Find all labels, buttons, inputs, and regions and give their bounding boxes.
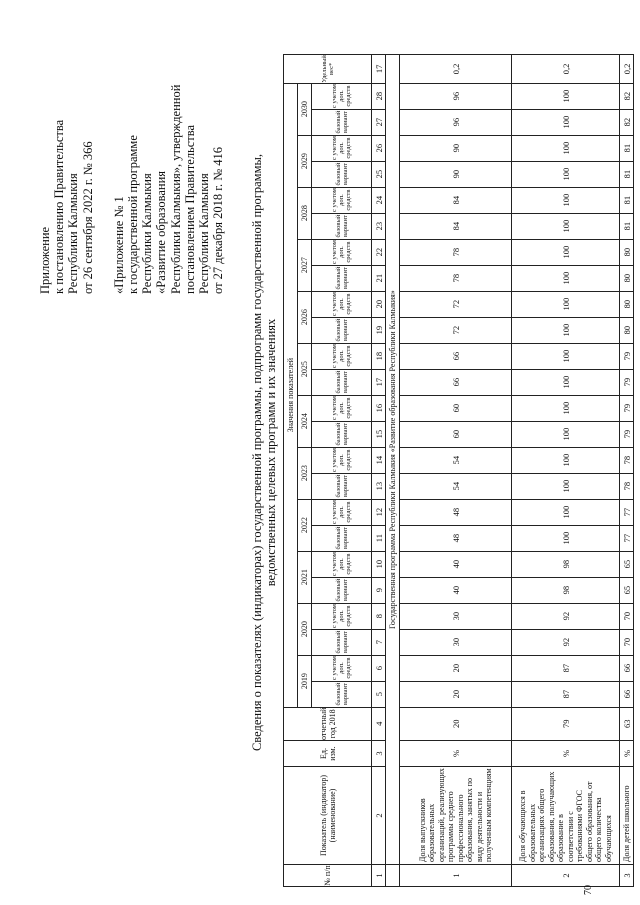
appendix-line: к постановлению Правительства (52, 119, 67, 294)
header-base-variant: базовый вариант (312, 213, 372, 239)
row-weight: 0,2 (620, 55, 634, 83)
header-base-variant: базовый вариант (312, 421, 372, 447)
row-value: 20 (400, 681, 512, 707)
header-unit: Ед. изм. (284, 741, 372, 767)
row-value: 100 (512, 161, 620, 187)
header-extra-variant: с учетом доп. средств (312, 603, 372, 629)
header-base-variant: базовый вариант (312, 109, 372, 135)
table-row (400, 55, 512, 887)
row-value: 48 (400, 499, 512, 525)
row-value: 80 (620, 317, 634, 343)
row-value: 100 (512, 265, 620, 291)
row-value: 100 (512, 473, 620, 499)
row-value: 100 (512, 239, 620, 265)
appendix-line: от 26 сентября 2022 г. № 366 (80, 141, 95, 294)
header-base-variant: базовый вариант (312, 525, 372, 551)
header-year: 2021 (298, 551, 312, 603)
column-number: 19 (372, 317, 386, 343)
column-number: 17 (372, 369, 386, 395)
header-base-variant: базовый вариант (312, 629, 372, 655)
column-number: 5 (372, 681, 386, 707)
header-year: 2019 (298, 655, 312, 707)
header-year: 2030 (298, 83, 312, 135)
row-number: 2 (512, 865, 620, 887)
header-num: № п/п (284, 865, 372, 887)
header-base-variant: базовый вариант (312, 369, 372, 395)
column-number: 11 (372, 525, 386, 551)
row-value: 80 (620, 265, 634, 291)
header-extra-variant: с учетом доп. средств (312, 447, 372, 473)
appendix-line: Республики Калмыкия (197, 173, 212, 294)
row-value: 54 (400, 473, 512, 499)
row-value: 60 (400, 395, 512, 421)
header-year: 2023 (298, 447, 312, 499)
header-indicator: Показатель (индикатор) (наименование) (284, 767, 372, 865)
row-value: 77 (620, 499, 634, 525)
column-number: 10 (372, 551, 386, 577)
indicators-table (283, 54, 634, 887)
appendix-line: Республики Калмыкия (66, 173, 81, 294)
column-number: 12 (372, 499, 386, 525)
column-number: 14 (372, 447, 386, 473)
appendix-line: постановлением Правительства (182, 124, 197, 294)
row-value: 48 (400, 525, 512, 551)
column-number: 7 (372, 629, 386, 655)
appendix-block (38, 24, 225, 294)
header-year: 2028 (298, 187, 312, 239)
column-number: 22 (372, 239, 386, 265)
row-value: 87 (512, 681, 620, 707)
header-extra-variant: с учетом доп. средств (312, 499, 372, 525)
row-number: 1 (400, 865, 512, 887)
header-extra-variant: с учетом доп. средств (312, 395, 372, 421)
row-value: 78 (620, 447, 634, 473)
row-base-value: 63 (620, 707, 634, 740)
row-value: 90 (400, 135, 512, 161)
row-value: 87 (512, 655, 620, 681)
row-value: 100 (512, 291, 620, 317)
column-number: 13 (372, 473, 386, 499)
row-base-value: 79 (512, 707, 620, 740)
header-extra-variant: с учетом доп. средств (312, 83, 372, 109)
column-number: 2 (372, 767, 386, 865)
column-number: 15 (372, 421, 386, 447)
header-year: 2025 (298, 343, 312, 395)
row-value: 40 (400, 551, 512, 577)
program-row-title: Государственная программа Республики Калмыкия «Развитие образования Республики Калмыкия» (386, 55, 400, 865)
column-number: 21 (372, 265, 386, 291)
table-row (512, 55, 620, 887)
row-weight: 0,2 (512, 55, 620, 83)
row-value: 100 (512, 135, 620, 161)
column-number: 18 (372, 343, 386, 369)
row-value: 79 (620, 369, 634, 395)
appendix-line: Республики Калмыкия (140, 173, 155, 294)
row-value: 80 (620, 291, 634, 317)
row-value: 66 (620, 681, 634, 707)
row-value: 92 (512, 629, 620, 655)
document-title-line2: ведомственных целевых программ и их значениях (264, 318, 278, 587)
column-number: 26 (372, 135, 386, 161)
row-value: 80 (620, 239, 634, 265)
header-year: 2027 (298, 239, 312, 291)
header-extra-variant: с учетом доп. средств (312, 291, 372, 317)
appendix-line: Приложение (38, 226, 52, 294)
row-value: 90 (400, 161, 512, 187)
row-indicator-name: Доля выпускников образовательных организаций, реализующих программы среднего профессионального образования, занятых по виду деятельности и полученным компетенциям (400, 767, 512, 865)
row-value: 96 (400, 83, 512, 109)
row-value: 78 (400, 239, 512, 265)
row-value: 100 (512, 421, 620, 447)
row-value: 98 (512, 577, 620, 603)
row-unit: % (512, 741, 620, 767)
row-value: 40 (400, 577, 512, 603)
row-value: 81 (620, 161, 634, 187)
header-year: 2022 (298, 499, 312, 551)
row-value: 100 (512, 395, 620, 421)
row-value: 30 (400, 629, 512, 655)
row-value: 100 (512, 317, 620, 343)
row-value: 72 (400, 291, 512, 317)
row-value: 20 (400, 655, 512, 681)
row-value: 79 (620, 343, 634, 369)
column-number: 17 (372, 55, 386, 83)
appendix-line: «Развитие образования (154, 170, 169, 294)
column-number: 24 (372, 187, 386, 213)
row-value: 92 (512, 603, 620, 629)
appendix-line: Республики Калмыкия», утвержденной (168, 84, 183, 294)
row-base-value: 20 (400, 707, 512, 740)
row-value: 81 (620, 213, 634, 239)
row-value: 72 (400, 317, 512, 343)
column-number: 9 (372, 577, 386, 603)
appendix-line: «Приложение № 1 (111, 196, 126, 294)
row-value: 100 (512, 213, 620, 239)
header-weight: Удельный вес* (284, 55, 372, 83)
row-unit: % (620, 741, 634, 767)
row-value: 30 (400, 603, 512, 629)
row-value: 60 (400, 421, 512, 447)
program-row-spacer (386, 865, 400, 887)
header-extra-variant: с учетом доп. средств (312, 239, 372, 265)
column-number: 25 (372, 161, 386, 187)
header-base-variant: базовый вариант (312, 473, 372, 499)
row-value: 100 (512, 343, 620, 369)
page-number: 70 (583, 885, 594, 895)
row-value: 66 (400, 343, 512, 369)
row-value: 66 (400, 369, 512, 395)
column-number: 27 (372, 109, 386, 135)
header-base-variant: базовый вариант (312, 161, 372, 187)
row-value: 84 (400, 213, 512, 239)
row-value: 100 (512, 109, 620, 135)
row-value: 82 (620, 83, 634, 109)
header-base-variant: базовый вариант (312, 681, 372, 707)
header-year: 2020 (298, 603, 312, 655)
row-weight: 0,2 (400, 55, 512, 83)
row-value: 65 (620, 551, 634, 577)
row-value: 100 (512, 369, 620, 395)
row-value: 77 (620, 525, 634, 551)
column-number: 16 (372, 395, 386, 421)
row-indicator-name: Доля обучающихся в образовательных организациях общего образования, получающих образование в соответствии с требованиями ФГОС общего образования, от общего количества обучающихся (512, 767, 620, 865)
row-value: 96 (400, 109, 512, 135)
table-row (620, 55, 634, 887)
row-value: 84 (400, 187, 512, 213)
row-value: 66 (620, 655, 634, 681)
row-value: 82 (620, 109, 634, 135)
header-extra-variant: с учетом доп. средств (312, 551, 372, 577)
column-number: 3 (372, 741, 386, 767)
row-value: 54 (400, 447, 512, 473)
row-value: 70 (620, 603, 634, 629)
column-number: 6 (372, 655, 386, 681)
row-value: 78 (400, 265, 512, 291)
row-value: 78 (620, 473, 634, 499)
row-value: 81 (620, 187, 634, 213)
column-number: 1 (372, 865, 386, 887)
header-year: 2024 (298, 395, 312, 447)
appendix-line: к государственной программе (126, 135, 141, 294)
row-value: 100 (512, 83, 620, 109)
document-title-line1: Сведения о показателях (индикаторах) государственной программы, подпрограмм государственной программы, (250, 153, 264, 752)
header-base-variant: базовый вариант (312, 265, 372, 291)
row-value: 100 (512, 499, 620, 525)
header-extra-variant: с учетом доп. средств (312, 655, 372, 681)
row-value: 100 (512, 447, 620, 473)
row-value: 98 (512, 551, 620, 577)
row-unit: % (400, 741, 512, 767)
row-value: 79 (620, 395, 634, 421)
header-extra-variant: с учетом доп. средств (312, 187, 372, 213)
row-number: 3 (620, 865, 634, 887)
row-value: 81 (620, 135, 634, 161)
column-number: 23 (372, 213, 386, 239)
header-values: Значения показателей (284, 83, 298, 707)
header-extra-variant: с учетом доп. средств (312, 135, 372, 161)
row-indicator-name: Доля детей школьного (620, 767, 634, 865)
header-base-variant: базовый вариант (312, 577, 372, 603)
header-extra-variant: с учетом доп. средств (312, 343, 372, 369)
column-number: 8 (372, 603, 386, 629)
column-number: 20 (372, 291, 386, 317)
row-value: 100 (512, 187, 620, 213)
header-base-variant: базовый вариант (312, 317, 372, 343)
column-number: 4 (372, 707, 386, 740)
row-value: 100 (512, 525, 620, 551)
header-year: 2026 (298, 291, 312, 343)
header-year: 2029 (298, 135, 312, 187)
row-value: 79 (620, 421, 634, 447)
row-value: 65 (620, 577, 634, 603)
appendix-line: от 27 декабря 2018 г. № 416 (211, 146, 226, 294)
column-number: 28 (372, 83, 386, 109)
header-base-year: отчетный год 2018 (284, 707, 372, 740)
row-value: 70 (620, 629, 634, 655)
